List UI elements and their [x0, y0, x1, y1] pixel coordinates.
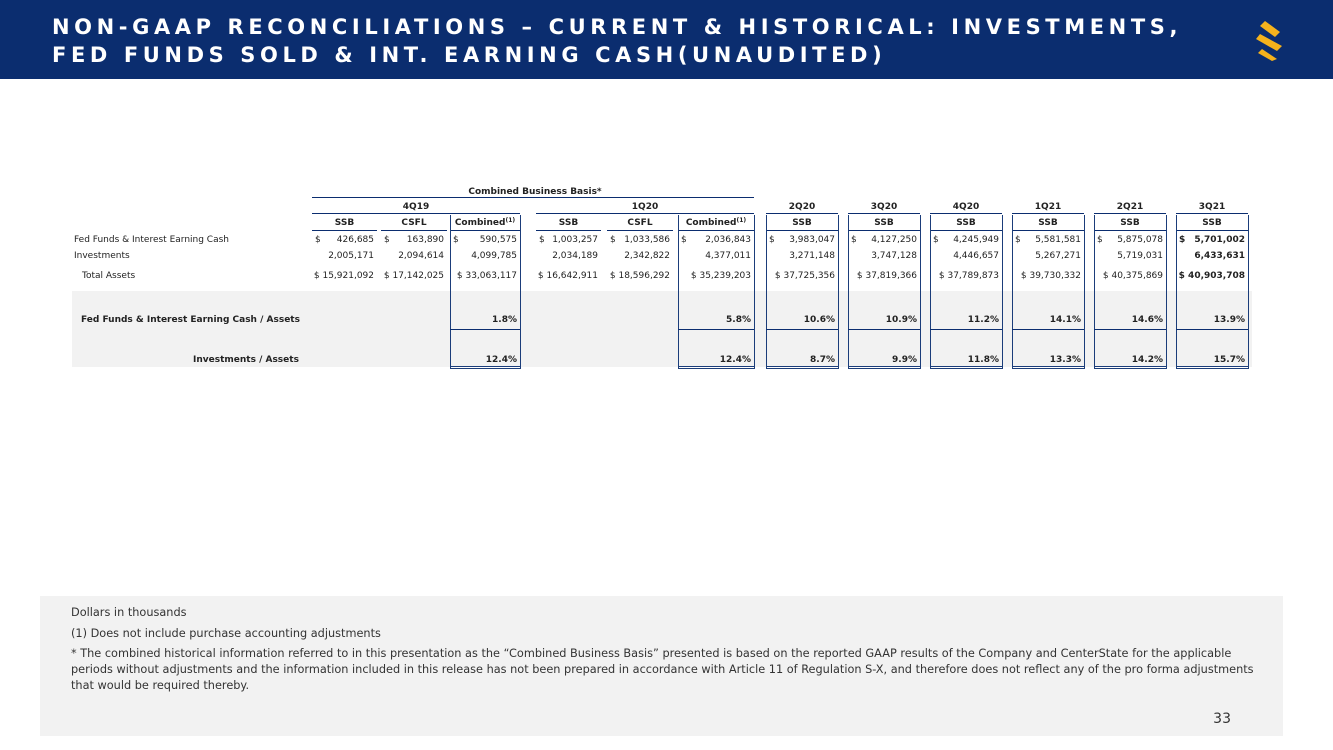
table-cell: $ 15,921,092 [313, 271, 374, 281]
currency-symbol: $ [1015, 235, 1021, 245]
ratio-cell: 9.9% [892, 355, 917, 365]
column-header-underline [930, 230, 1002, 231]
ratio-cell: 10.9% [885, 315, 917, 325]
column-header-underline [381, 230, 447, 231]
ratio-separator [450, 329, 520, 330]
ratio-cell: 12.4% [719, 355, 751, 365]
column-border [678, 215, 679, 369]
ratio-cell: 14.6% [1131, 315, 1163, 325]
table-cell: $ 37,725,356 [774, 271, 835, 281]
column-header-underline [536, 230, 601, 231]
ratio-cell: 13.9% [1213, 315, 1245, 325]
column-header-underline [1176, 230, 1248, 231]
table-cell: 3,983,047 [789, 235, 835, 245]
page-title: NON-GAAP RECONCILIATIONS – CURRENT & HISTORICAL: INVESTMENTS, FED FUNDS SOLD & INT. EARNING CASH(UNAUDITED) [52, 15, 1183, 67]
double-underline [766, 366, 838, 369]
footnote-units: Dollars in thousands [71, 606, 187, 619]
ratio-cell: 1.8% [492, 315, 517, 325]
ratio-separator [1094, 329, 1166, 330]
currency-symbol: $ [610, 235, 616, 245]
table-cell: $ 40,903,708 [1178, 271, 1245, 281]
table-cell: 1,003,257 [552, 235, 598, 245]
column-header-underline [607, 230, 673, 231]
ratio-label: Investments / Assets [193, 355, 299, 365]
period-header: 3Q21 [1198, 202, 1226, 212]
column-header: SSB [1202, 218, 1222, 228]
column-border [920, 215, 921, 369]
column-header-underline [450, 230, 520, 231]
footnote-marker: (1) [736, 217, 747, 224]
table-cell: 2,036,843 [705, 235, 751, 245]
table-cell: $ 17,142,025 [383, 271, 444, 281]
column-header: Combined$^{(1)}$ [685, 217, 747, 228]
column-header-underline [312, 230, 377, 231]
bank-logo [1256, 19, 1286, 61]
ratio-separator [930, 329, 1002, 330]
period-header: 1Q20 [631, 202, 659, 212]
row-label: Fed Funds & Interest Earning Cash [74, 235, 229, 245]
column-border [1166, 215, 1167, 369]
caption-underline [312, 197, 754, 198]
ratio-cell: 10.6% [803, 315, 835, 325]
ratio-label: Fed Funds & Interest Earning Cash / Assets [81, 315, 300, 325]
table-cell: 4,446,657 [953, 251, 999, 261]
table-cell: 2,094,614 [398, 251, 444, 261]
period-underline [848, 213, 920, 214]
table-cell: $ 37,819,366 [856, 271, 917, 281]
double-underline [450, 366, 520, 369]
column-border [754, 215, 755, 369]
column-header: SSB [874, 218, 894, 228]
title-banner [0, 0, 1333, 79]
column-header-underline [1094, 230, 1166, 231]
column-border [930, 215, 931, 369]
period-header: 4Q20 [952, 202, 980, 212]
double-underline [848, 366, 920, 369]
column-border [838, 215, 839, 369]
table-cell: $ 16,642,911 [537, 271, 598, 281]
currency-symbol: $ [539, 235, 545, 245]
column-border [1248, 215, 1249, 369]
column-header: SSB [1120, 218, 1140, 228]
currency-symbol: $ [769, 235, 775, 245]
ratio-cell: 11.2% [967, 315, 999, 325]
ratio-cell: 11.8% [967, 355, 999, 365]
table-cell: $ 39,730,332 [1020, 271, 1081, 281]
ratio-cell: 13.3% [1049, 355, 1081, 365]
period-header: 1Q21 [1034, 202, 1062, 212]
column-header-underline [766, 230, 838, 231]
period-header: 2Q21 [1116, 202, 1144, 212]
column-header: SSB [956, 218, 976, 228]
table-cell: $ 18,596,292 [609, 271, 670, 281]
currency-symbol: $ [384, 235, 390, 245]
table-cell: 2,005,171 [328, 251, 374, 261]
table-cell: 1,033,586 [624, 235, 670, 245]
table-cell: 6,433,631 [1194, 251, 1245, 261]
column-header-underline [678, 230, 754, 231]
ratio-cell: 8.7% [810, 355, 835, 365]
period-underline [1176, 213, 1248, 214]
ratio-separator [1012, 329, 1084, 330]
ratio-separator [848, 329, 920, 330]
column-border [450, 215, 451, 369]
column-border [1084, 215, 1085, 369]
table-cell: 4,127,250 [871, 235, 917, 245]
period-underline [312, 213, 520, 214]
table-caption: Combined Business Basis* [468, 187, 602, 197]
row-label: Investments [74, 251, 130, 261]
column-border [1002, 215, 1003, 369]
ratio-cell: 12.4% [485, 355, 517, 365]
column-header: SSB [558, 218, 579, 228]
column-header-underline [1012, 230, 1084, 231]
ratio-cell: 5.8% [726, 315, 751, 325]
period-underline [930, 213, 1002, 214]
period-header: 4Q19 [402, 202, 430, 212]
table-cell: 4,099,785 [471, 251, 517, 261]
currency-symbol: $ [933, 235, 939, 245]
double-underline [1012, 366, 1084, 369]
table-cell: $ 37,789,873 [938, 271, 999, 281]
column-header-underline [848, 230, 920, 231]
currency-symbol: $ [315, 235, 321, 245]
table-cell: 5,875,078 [1117, 235, 1163, 245]
table-cell: 2,342,822 [624, 251, 670, 261]
period-underline [1012, 213, 1084, 214]
column-header: SSB [1038, 218, 1058, 228]
footnote-combined: * The combined historical information referred to in this presentation as the “Combined Business Basis” presented is based on the reported GAAP results of the Company and CenterState for the applicable periods without adjustments and the information included in this release has not been prepared in accordance with Article 11 of Regulation S-X, and therefore does not reflect any of the pro forma adjustments that would be required thereby. [71, 647, 1254, 692]
period-header: 3Q20 [870, 202, 898, 212]
double-underline [1176, 366, 1248, 369]
table-cell: 5,719,031 [1117, 251, 1163, 261]
ratio-cell: 15.7% [1213, 355, 1245, 365]
page-number: 33 [1213, 711, 1231, 727]
table-cell: 5,701,002 [1194, 235, 1245, 245]
column-header: SSB [334, 218, 355, 228]
table-cell: 3,747,128 [871, 251, 917, 261]
table-cell: 4,245,949 [953, 235, 999, 245]
double-underline [678, 366, 754, 369]
currency-symbol: $ [1179, 235, 1186, 245]
period-underline [766, 213, 838, 214]
row-label: Total Assets [82, 271, 136, 281]
column-border [520, 215, 521, 369]
ratio-cell: 14.2% [1131, 355, 1163, 365]
column-header: SSB [792, 218, 812, 228]
table-cell: 5,581,581 [1035, 235, 1081, 245]
ratio-separator [1176, 329, 1248, 330]
column-header: Combined$^{(1)}$ [454, 217, 516, 228]
ratio-separator [678, 329, 754, 330]
table-cell: 3,271,148 [789, 251, 835, 261]
column-border [1094, 215, 1095, 369]
table-cell: 163,890 [406, 235, 444, 245]
column-border [1176, 215, 1177, 369]
table-cell: 4,377,011 [705, 251, 751, 261]
double-underline [930, 366, 1002, 369]
footnotes [40, 596, 1283, 736]
table-cell: $ 40,375,869 [1102, 271, 1163, 281]
footnote-1: (1) Does not include purchase accounting adjustments [71, 627, 381, 640]
table-cell: $ 33,063,117 [456, 271, 517, 281]
table-cell: 2,034,189 [552, 251, 598, 261]
column-border [766, 215, 767, 369]
period-underline [1094, 213, 1166, 214]
table-cell: 5,267,271 [1035, 251, 1081, 261]
table-cell: 426,685 [336, 235, 374, 245]
column-border [848, 215, 849, 369]
ratio-cell: 14.1% [1049, 315, 1081, 325]
table-cell: 590,575 [479, 235, 517, 245]
currency-symbol: $ [681, 235, 687, 245]
column-border [1012, 215, 1013, 369]
period-header: 2Q20 [788, 202, 816, 212]
currency-symbol: $ [1097, 235, 1103, 245]
currency-symbol: $ [453, 235, 459, 245]
double-underline [1094, 366, 1166, 369]
currency-symbol: $ [851, 235, 857, 245]
footnote-marker: (1) [505, 217, 516, 224]
table-cell: $ 35,239,203 [690, 271, 751, 281]
column-header: CSFL [627, 218, 653, 228]
ratio-separator [766, 329, 838, 330]
period-underline [536, 213, 754, 214]
column-header: CSFL [401, 218, 427, 228]
